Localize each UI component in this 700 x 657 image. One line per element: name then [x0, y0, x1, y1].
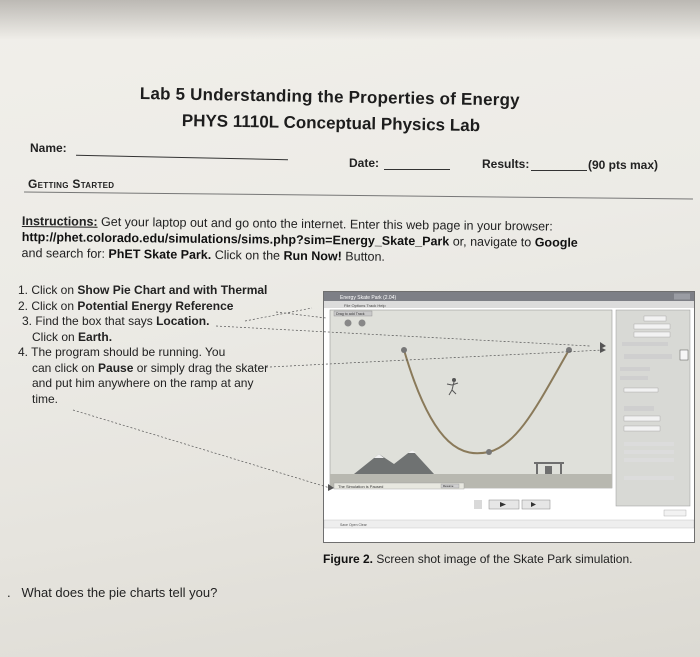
panel-slider[interactable] [624, 476, 674, 480]
step-bold: Earth. [78, 329, 113, 344]
instructions-paragraph [21, 213, 691, 268]
step-2 [18, 299, 298, 315]
figure-label: Figure 2. [323, 552, 374, 566]
location-options-3[interactable] [624, 458, 674, 462]
step-text: Click on [32, 329, 79, 344]
window-controls[interactable] [674, 294, 690, 300]
panel-option-7[interactable] [624, 416, 660, 421]
panel-option-3[interactable] [620, 367, 650, 371]
panel-option-5[interactable] [624, 388, 658, 392]
track-piece-2[interactable] [359, 320, 366, 327]
panel-button-1[interactable] [644, 316, 666, 321]
panel-toggle[interactable] [680, 350, 688, 360]
run-now-term: Run Now! [283, 248, 342, 264]
instructions-text: and search for: [21, 245, 109, 261]
instructions-text: Get your laptop out and go onto the internet. Enter this web page in your browser: [97, 214, 553, 234]
speed-slider[interactable] [474, 500, 482, 509]
panel-option-8[interactable] [624, 426, 660, 431]
resume-button-label: Resume [443, 484, 454, 489]
window-title: Energy Skate Park (2.04) [340, 295, 397, 301]
question-text: What does the pie charts tell you? [21, 585, 218, 600]
reset-button[interactable] [664, 510, 686, 516]
step-4-line2 [18, 361, 298, 377]
step-bold: Pause [98, 360, 134, 375]
panel-option-2[interactable] [624, 354, 672, 359]
step-text: or simply drag the skater [133, 360, 269, 375]
skate-park-screenshot [323, 291, 695, 543]
panel-option-6[interactable] [624, 406, 654, 411]
step-bold: Show Pie Chart and with Thermal [77, 283, 268, 297]
course-title: PHYS 1110L Conceptual Physics Lab [181, 111, 481, 136]
location-options-2[interactable] [624, 450, 674, 454]
step-3 [18, 314, 298, 330]
page-title: Lab 5 Understanding the Properties of Energy [139, 84, 520, 110]
figure-caption-text: Screen shot image of the Skate Park simulation. [373, 552, 633, 566]
sim-window [324, 292, 694, 542]
track-tab-label: Drag to add Track [336, 312, 365, 316]
step-text: can click on [32, 360, 99, 375]
step-text: 1. Click on [18, 283, 78, 297]
name-label: Name: [30, 141, 67, 155]
panel-button-3[interactable] [634, 332, 670, 337]
step-text: 2. Click on [18, 298, 78, 313]
panel-button-2[interactable] [634, 324, 670, 329]
ramp-control-point-left[interactable] [401, 347, 407, 353]
instructions-text: Click on the [211, 247, 284, 263]
bottom-strip-text: Save Open Clear [340, 523, 367, 527]
panel-option-1[interactable] [622, 342, 668, 346]
location-options-1[interactable] [624, 442, 674, 446]
question-marker: . [7, 585, 11, 600]
step-text: 3. Find the box that says [22, 314, 157, 328]
step-bold: Potential Energy Reference [77, 298, 234, 313]
page-shadow [0, 0, 700, 40]
step-4: 4. The program should be running. You [18, 345, 226, 359]
bottom-strip [324, 520, 694, 528]
google-term: Google [534, 235, 578, 250]
instructions-text: or, navigate to [449, 234, 535, 250]
pause-status-text: The Simulation is Paused [338, 484, 384, 489]
max-points: (90 pts max) [588, 158, 659, 172]
instructions-text: Button. [341, 249, 386, 264]
date-field-line[interactable] [384, 169, 450, 170]
steps-list [18, 283, 298, 407]
menu-items[interactable]: File Options Track Help [344, 303, 386, 308]
question-1 [7, 585, 217, 600]
instructions-heading: Instructions: [21, 213, 98, 229]
step-1 [18, 283, 298, 299]
search-term: PhET Skate Park. [108, 246, 212, 262]
step-bold: Location. [156, 314, 210, 328]
step-4-line3: and put him anywhere on the ramp at any [32, 376, 254, 390]
track-piece-1[interactable] [345, 320, 352, 327]
step-3b [18, 330, 298, 346]
section-heading: Getting Started [28, 177, 115, 191]
sim-url[interactable]: http://phet.colorado.edu/simulations/sims.php?sim=Energy_Skate_Park [21, 229, 450, 249]
step-4-line4: time. [32, 391, 59, 406]
date-label: Date: [349, 156, 380, 170]
ramp-control-point-bottom[interactable] [486, 449, 492, 455]
results-field-line[interactable] [531, 170, 587, 171]
panel-option-4[interactable] [620, 376, 648, 380]
ramp-control-point-right[interactable] [566, 347, 572, 353]
results-label: Results: [482, 157, 530, 171]
figure-caption [323, 552, 632, 566]
